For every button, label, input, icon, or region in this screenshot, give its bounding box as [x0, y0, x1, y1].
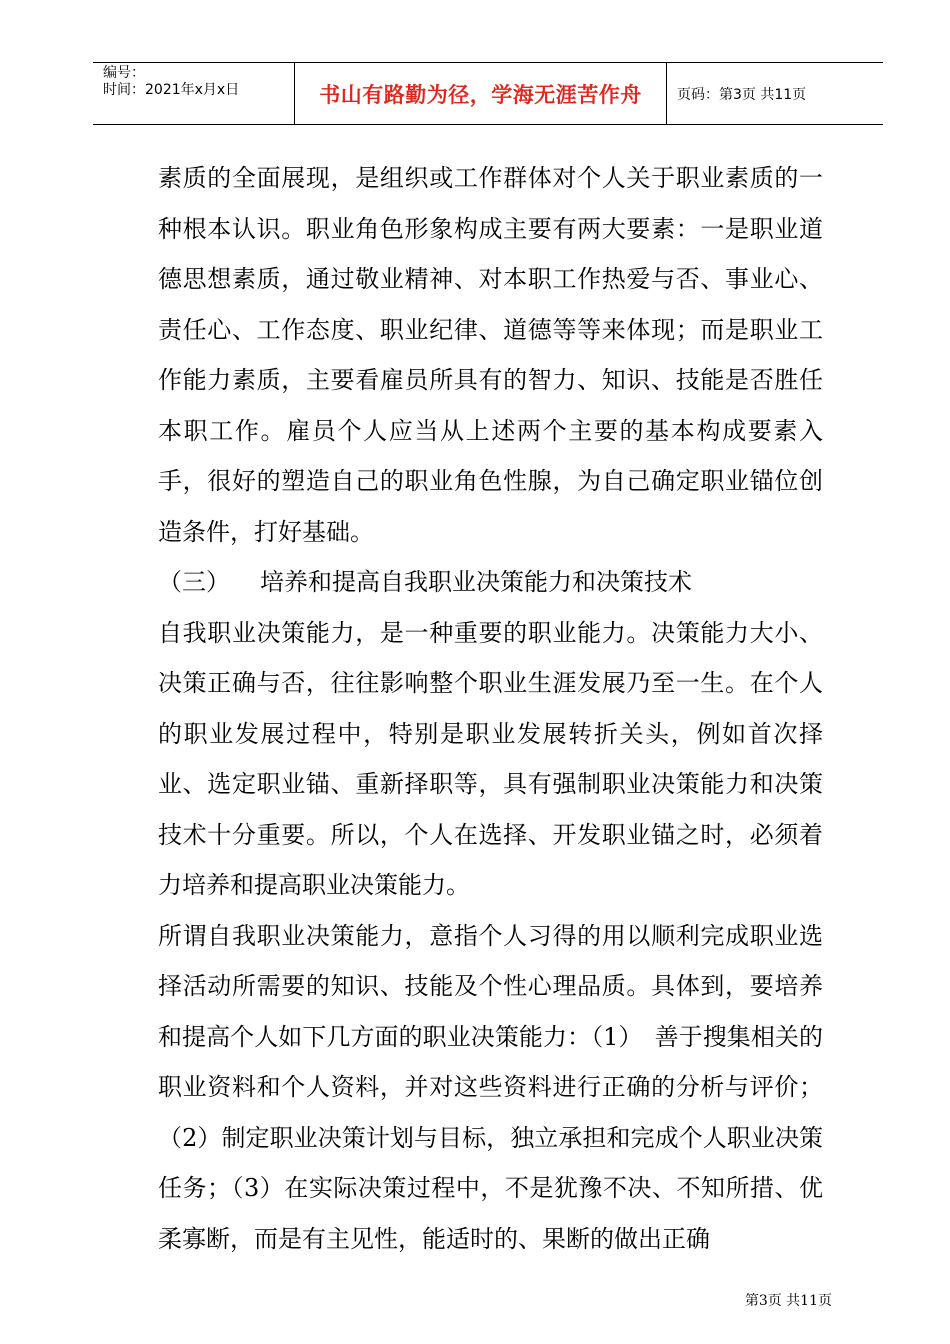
paragraph-3: 所谓自我职业决策能力，意指个人习得的用以顺利完成职业选择活动所需要的知识、技能及个性心理品质。具体到，要培养和提高个人如下几方面的职业决策能力：（1） 善于搜集相关的职业资料和个人资料，并对这些资料进行正确的分析与评价；（2）制定职业决策计划与目标，独立承担和完成个人职业决策任务；（3）在实际决策过程中，不是犹豫不决、不知所措、优柔寡断，而是有主见性，能适时的、果断的做出正确: [158, 921, 823, 1253]
paragraph-2: 自我职业决策能力，是一种重要的职业能力。决策能力大小、决策正确与否，往往影响整个职业生涯发展乃至一生。在个人的职业发展过程中，特别是职业发展转折关头，例如首次择业、选定职业锚、重新择职等，具有强制职业决策能力和决策技术十分重要。所以，个人在选择、开发职业锚之时，必须着力培养和提高职业决策能力。: [158, 618, 823, 899]
document-body: [158, 153, 823, 1264]
section-heading: [158, 557, 823, 608]
header-motto: 书山有路勤为径，学海无涯苦作舟: [295, 63, 667, 124]
header-meta: [93, 63, 295, 124]
header-page-info: 页码：第3页 共11页: [677, 86, 807, 103]
paragraph-1: 素质的全面展现，是组织或工作群体对个人关于职业素质的一种根本认识。职业角色形象构成主要有两大要素：一是职业道德思想素质，通过敬业精神、对本职工作热爱与否、事业心、责任心、工作态度、职业纪律、道德等等来体现；而是职业工作能力素质，主要看雇员所具有的智力、知识、技能是否胜任本职工作。雇员个人应当从上述两个主要的基本构成要素入手，很好的塑造自己的职业角色性腺，为自己确定职业锚位创造条件，打好基础。: [158, 164, 823, 546]
page-footer: 第3页 共11页: [744, 1293, 832, 1309]
section-title: 培养和提高自我职业决策能力和决策技术: [260, 568, 692, 596]
section-number: （三）: [158, 568, 230, 596]
document-number-label: 编号：: [103, 65, 145, 81]
page-header: [93, 62, 883, 125]
document-time: 时间：2021年x月x日: [103, 82, 240, 98]
